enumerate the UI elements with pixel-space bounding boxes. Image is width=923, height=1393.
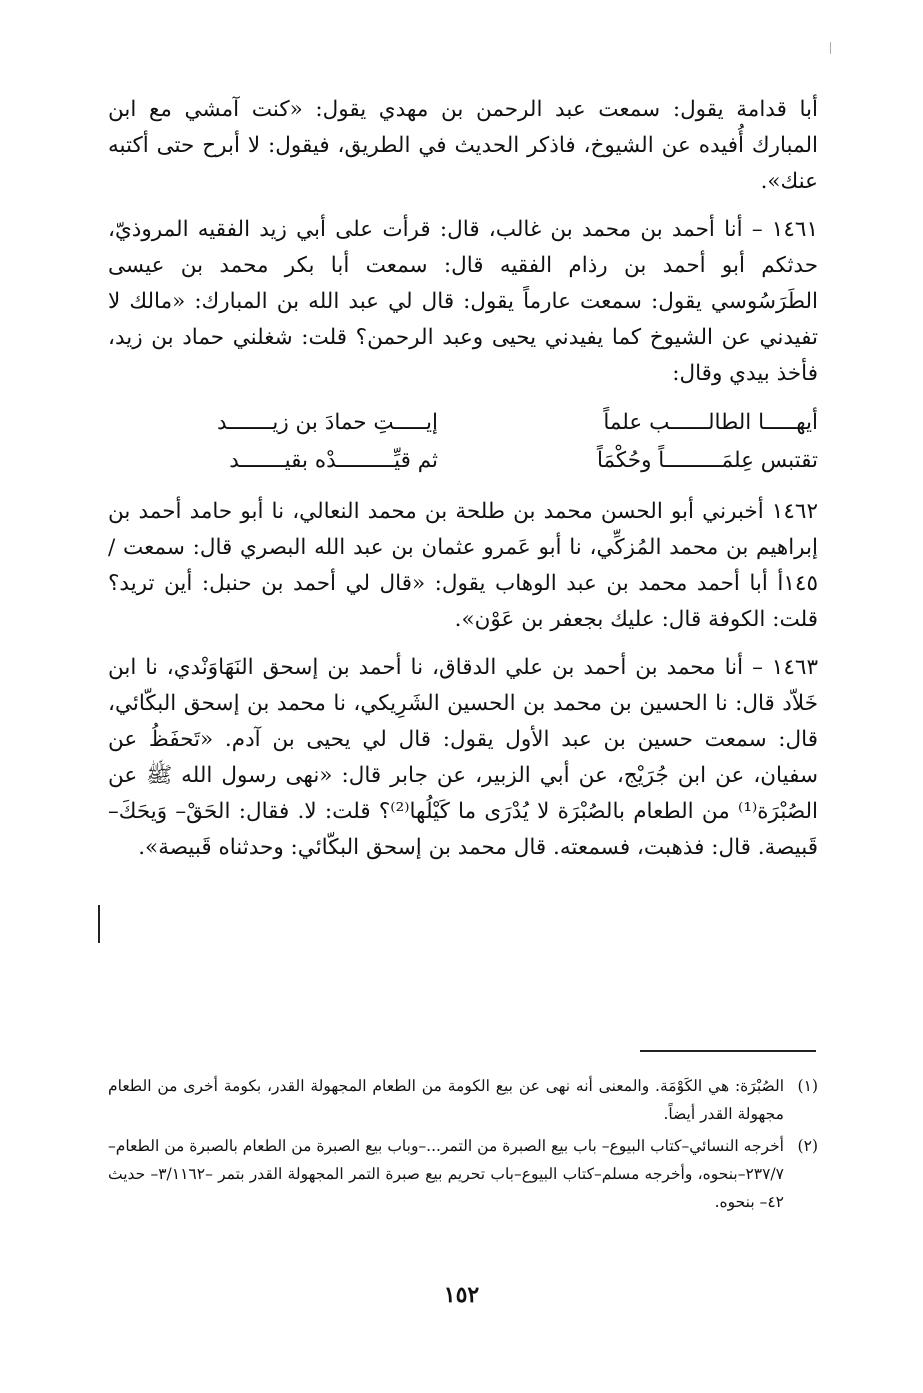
page-number: ١٥٢ xyxy=(443,1282,480,1308)
footnote-text: الصُبْرَة: هي الكَوْمَة. والمعنى أنه نهى عن بيع الكومة من الطعام المجهولة القدر، بكومة أخرى من الطعام مجهولة القدر أيضاً. xyxy=(108,1077,784,1123)
footnotes xyxy=(108,1072,818,1220)
hemistich-right: تقتبس عِلمَـــــــــاً وحُكْمَاً xyxy=(596,448,818,473)
hemistich-left: ثم قيِّـــــــــدْه بقيـــــــد xyxy=(229,448,438,473)
footnote xyxy=(108,1132,818,1216)
poem xyxy=(108,404,818,480)
poem-line xyxy=(108,442,818,480)
footnote xyxy=(108,1072,818,1128)
footnote-number: (٢) xyxy=(797,1137,818,1155)
footnote-text: أخرجه النسائي–كتاب البيوع– باب بيع الصبرة من التمر...–وباب بيع الصبرة من الطعام بالصبرة من الطعام– ٢٣٧/٧–بنحوه، وأخرجه مسلم–كتاب البيوع–باب تحريم بيع صبرة التمر المجهولة القدر بتمر –٣/١١٦٢– حديث ٤٢– بنحوه. xyxy=(108,1137,784,1211)
margin-mark xyxy=(98,905,100,943)
paragraph-1461: ١٤٦١ – أنا أحمد بن محمد بن غالب، قال: قرأت على أبي زيد الفقيه المروذيّ، حدثكم أبو أحمد بن رذام الفقيه قال: سمعت أبا بكر محمد بن عيسى الطَرَسُوسي يقول: سمعت عارماً يقول: قال لي عبد الله بن المبارك: «مالك لا تفيدني عن الشيوخ كما يفيدني يحيى وعبد الرحمن؟ قلت: شغلني حماد بن زيد، فأخذ بيدي وقال: xyxy=(108,217,818,386)
main-text xyxy=(108,92,818,878)
footnote-separator xyxy=(640,1050,816,1052)
paragraph-1462: ١٤٦٢ أخبرني أبو الحسن محمد بن طلحة بن محمد النعالي، نا أبو حامد أحمد بن إبراهيم بن محمد المُزكِّي، نا أبو عَمرو عثمان بن عبد الله البصري قال: سمعت /١٤٥أ أبا أحمد محمد بن عبد الوهاب يقول: «قال لي أحمد بن حنبل: أين تريد؟ قلت: الكوفة قال: عليك بجعفر بن عَوْن». xyxy=(108,499,818,632)
poem-line xyxy=(108,404,818,442)
paragraph-continuation: أبا قدامة يقول: سمعت عبد الرحمن بن مهدي يقول: «كنت آمشي مع ابن المبارك أُفيده عن الشيوخ، فاذكر الحديث في الطريق، فيقول: لا أبرح حتى أكتبه عنك». xyxy=(108,97,818,194)
scan-mark xyxy=(830,42,831,54)
footnote-number: (١) xyxy=(797,1077,818,1095)
hemistich-right: أيهـــــا الطالــــــب علماً xyxy=(603,410,818,435)
hemistich-left: إيـــــتِ حمادَ بن زيـــــــد xyxy=(216,410,438,435)
paragraph-1463: ١٤٦٣ – أنا محمد بن أحمد بن علي الدقاق، نا أحمد بن إسحق النَهَاوَنْدي، نا ابن خَلاّد قال: نا الحسين بن محمد بن الحسين الشَرِيكي، نا محمد بن إسحق البكّائي، قال: سمعت حسين بن عبد الأول يقول: قال لي يحيى بن آدم. «تَحفَظُ عن سفيان، عن ابن جُرَيْج، عن أبي الزبير، عن جابر قال: «نهى رسول الله ﷺ عن الصُبْرَة⁽¹⁾ من الطعام بالصُبْرَة لا يُدْرَى ما كَيْلُها⁽²⁾؟ قلت: لا. فقال: الحَقْ– وَيحَكَ– قَبيصة. قال: فذهبت، فسمعته. قال محمد بن إسحق البكّائي: وحدثناه قَبيصة». xyxy=(108,655,819,860)
